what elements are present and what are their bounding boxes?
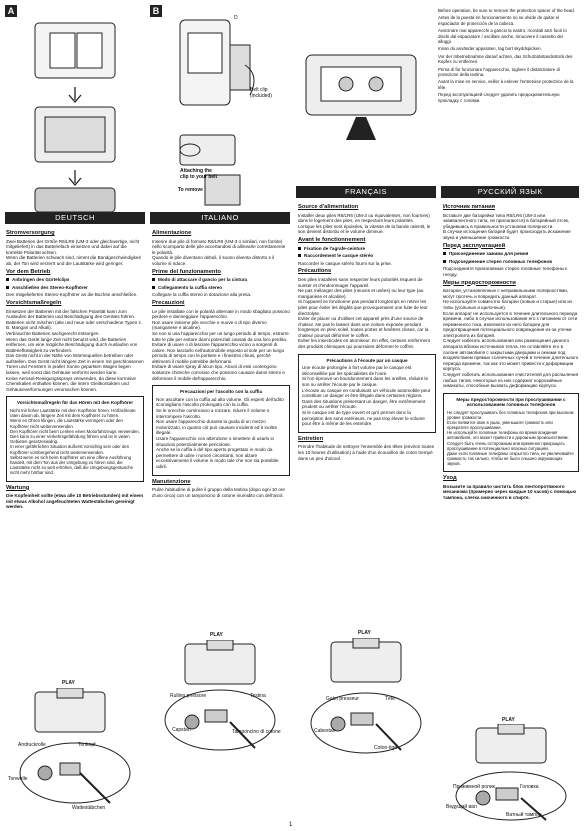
francais-label-cabestan: Cabestan (314, 728, 336, 734)
panel-a-letter: A (5, 5, 17, 17)
attaching-label: Attaching the clip to your belt (180, 168, 218, 180)
deutsch-label-tonkopf: Tonkopf (78, 742, 96, 748)
heading-precauzioni: Precauzioni (152, 299, 185, 306)
belt-clip-illustration (150, 5, 290, 215)
francais-head-cleaning-illustration (296, 638, 436, 768)
italiano-play-label: PLAY (210, 632, 223, 638)
heading-vor-dem-betrieb: Vor dem Betrieb (6, 268, 51, 275)
avant-step-1: Fixation de l'agrafe-ceinture (298, 246, 436, 252)
deutsch-label-watte: Wattestäbchen (72, 805, 106, 811)
note-fr: Avant la mise en service, veiller à enlever l'entretoise protectrice de la tête. (438, 79, 574, 90)
panel-b-label-d: D (234, 15, 238, 21)
note-it: Prima di far funzionare l'apparecchio, togliere il distanziatore di protezione della testina. (438, 66, 560, 78)
avant-step-2: Raccordement le casque stéréo (298, 253, 436, 259)
note-en: Before operation, be sure to remove the protection spacer of the head. (438, 8, 575, 13)
box-title: Precauzioni per l'ascolto con la cuffia (179, 389, 262, 395)
deutsch-label-andruck: Andruckrolle (18, 742, 46, 748)
note-sv: Innan du använder apparaten, tag bort skyddspicken. (438, 46, 542, 52)
russian-header: РУССКИЙ ЯЗЫК (441, 186, 579, 198)
prime-text: Collegare la cuffia stereo in dotazione alla presa. (152, 292, 252, 298)
francais-column (298, 202, 436, 463)
heading-pered: Перед эксплуатацией (443, 242, 506, 249)
heading-ukhod: Уход (443, 475, 457, 482)
francais-label-tete: Tête (385, 696, 396, 702)
russian-label-golovka: Головка (520, 784, 539, 790)
prec-text: Le pile installate con le polarità alternate in modo sbagliato possono perdere e danneggiare l'apparecchio. Non usare insieme pile vecchie e nuove o di tipo diverso (manganese e alcaline). Se non si usa l'apparecchio per un lungo periodo di tempo, estrarre tutte le pile per evitare danni potenziali causati da una loro perdita. Evitare di usare o di lasciare l'apparecchio vicino a sorgenti di calore. Non lasciarlo nell'automobile esposto al sole per un lungo periodo di tempo con le portiere e i finestrini chiusi, perché altrimenti il mobile potrebbe deformarsi. Evitare di usare spray di alcun tipo. Alcuni di essi contengono sostanze chimiche corrosive che possono causare danni interni e deformare il mobile dell'apparecchio. (152, 308, 290, 381)
note-pt: Avvicinare mai apparecchi a gancio la nastro, ricordati anzi fuori lo dischi dal espaciatore / oscillare anche, rimuovere il cassetto dei alloggi. (438, 28, 567, 45)
italiano-label-rullino: Rullino pressore (170, 693, 207, 699)
ist-text: Вставьте две батарейки типа R6/LR6 (UM-3 или эквивалентного типа, не прилагаются) в батарейный отсек, убедившись в правильности установки полярности. В случае истощения батарей будет происходить искажение звука и уменьшение громкости. (443, 212, 571, 240)
pered-step-2: Подсоединение стерео головных телефонов (443, 259, 579, 265)
heading-manutenzione: Manutenzione (152, 478, 191, 485)
deutsch-column (6, 228, 144, 512)
note-ru: Перед эксплуатацией следует удалить предохранительную прокладку с головки. (438, 92, 560, 103)
head-spacer-illustration (296, 5, 432, 165)
panel-c (296, 5, 432, 165)
heading-stromversorgung: Stromversorgung (6, 230, 55, 236)
spacer-notes (438, 8, 578, 105)
italiano-column (152, 228, 290, 500)
heading-avant: Avant le fonctionnement (298, 236, 366, 243)
panel-a (5, 5, 145, 215)
headphone-caution-box (6, 396, 144, 481)
russian-label-tampon: Ватный тампон (506, 812, 542, 818)
heading-prime: Prime del funzionamento (152, 268, 221, 275)
battery-insert-illustration (5, 5, 145, 215)
italiano-header: ITALIANO (150, 212, 290, 224)
italiano-label-testina: Testina (250, 693, 266, 699)
box-text: Une écoute prolongée à fort volume par le casque est déconseillée par les spécialistes de l'ouïe. Si l'on éprouve un bourdonnement dans les oreilles, réduire le son ou arrêter l'écoute par le casque. L'écoute au casque en conduisant un véhicule automobile peut constituer un danger et être illégale dans certaines régions. Dans des situations présentant un danger, être extrêmement prudent ou arrêter l'écoute. Si le casque est de type ouvert et qu'il permet donc la perception des sons extérieurs, ne pas trop élever le volume pour être à même de les entendre. (302, 365, 431, 427)
deutsch-play-label: PLAY (62, 680, 75, 686)
headphone-caution-box (443, 393, 579, 472)
box-text: Non ascoltare con la cuffia ad alto volume. Gli esperti dell'udito sconsigliano l'ascolto prolungato con la cuffia. Se le orecchie cominciano a ronzare, ridurre il volume o interrompere l'ascolto. Non usare l'apparecchio durante la guida di un mezzo motorizzato, in quanto ciò può causare incidenti ed è inoltre illegale. Usare l'apparecchio con attenzione o smettere di usarlo in situazioni potenzialmente pericolose. Anche se la cuffia è del tipo aperto progettato in modo da permettere di udire i rumori circostanti, non alzare eccessivamente il volume in modo tale che non sia possibile udirli. (156, 396, 284, 469)
italiano-label-tampon: Tamponcino di cotone (232, 729, 281, 735)
box-text: Nicht mit hoher Lautstärke mit dem Kopfhörer hören. Hörfachleute raten davon ab, längere Zeit mit dem Kopfhörer zu hören. Wenn es Ohren klingen, die Lautstärke verringern oder den Kopfhörer nicht weiterverwenden. Den Kopfhörer nicht beim Lenken eines Motorfahrzeugs verwenden. Dies kann zu einer Verkehrsgefährdung führen und ist in vielen Gebieten gesetzeswidrig. In einer gefährlichen Situation äußerst vorsichtig sein oder den Kopfhörer vorübergehend nicht weiterverwenden. Selbst wenn es sich beim Kopfhörer um eine offene Ausführung handelt, mit dem Ton aus der Umgebung zu hören sind, die Lautstärke nicht so weit erhöhen, daß die Umgebungsgeräusche nicht mehr hörbar sind. (10, 408, 140, 476)
headphone-caution-box (298, 354, 436, 433)
francais-play-label: PLAY (358, 630, 371, 636)
page-number: 1 (289, 822, 293, 828)
russian-play-label: PLAY (502, 717, 515, 723)
source-text: Installer deux piles R6/LR6 (UM-3 ou équivalentes, non fournies) dans le logement des piles, en respectant leurs polarités. Lorsque les piles sont épuisées, la vitesse de la bande ralentit, le son devient distordu et le volume diminue. (298, 212, 431, 235)
betrieb-text: Den mitgelieferten Stereo-Kopfhörer an die Buchse anschließen. (6, 292, 138, 298)
heading-entretien: Entretien (298, 435, 324, 442)
deutsch-header: DEUTSCH (5, 212, 145, 224)
pered-step-1: Присоединение зажима для ремня (443, 251, 579, 257)
alim-text: Inserire due pile di formato R6/LR6 (UM-3 o similari, non fornite) nello scomparto delle pile accertandosi di allinearle correttamente le polarità. Quando le pile diventano deboli, il suono diventa distorto e il volume si riduce. (152, 238, 286, 266)
entr-text: Prendre l'habitude de nettoyer l'ensemble des têtes (environ toutes les 10 heures d'utilisation) à l'aide d'un écouvillon de coton trempé dans un peu d'alcool. (298, 444, 435, 461)
francais-label-galet: Galet presseur (326, 696, 359, 702)
panel-b (150, 5, 290, 215)
heading-precautions: Précautions (298, 268, 332, 275)
box-text: Не следует прослушивать без головных телефонов при высоком уровне громкости. Если появится звон в ушах, уменьшите громкость или прекратите прослушивание. Не используйте головные телефоны во время вождения автомобиля, это может привести к дорожным происшествиям. Следует быть очень осторожным или временно прекращать прослушивание в потенциально опасных ситуациях. Даже если головные телефоны открытого типа, не увеличивайте громкость так сильно, чтобы не было слышно окружающих звуков. (447, 410, 574, 466)
betrieb-step-1: Anbringen des Gürtelclips (6, 277, 144, 283)
wartung-text: Die Kopfeinheit sollte (etwa alle 10 Betriebsstunden) mit einem mit etwas Alkohol angefeuchteten Wattestäbchen gereinigt werden. (6, 493, 144, 510)
box-title: Vorsichtsmaßregeln für das Hören mit den Kopfhörer (16, 400, 134, 406)
to-remove-label: To remove (178, 187, 203, 193)
mery-text: Батареи, установленные с неправильными полярностями, могут протечь и повредить данный аппарат. Не используйте совместно батареи (новые и старые) или их типы (угольные и щелочные). Если аппарат не используется в течение длительного периода времени, либо в случае использования его с питанием от сети переменного тока, извлеките из него батареи для предотвращения потенциального повреждения из-за утечки электролита из батарей. Следует избегать использования или размещения данного аппарата вблизи источников тепла. Не оставляйте его в салоне автомобиля с закрытыми дверцами и окнами под воздействием прямых солнечных лучей в течение длительного периода времени, так как это может привести к деформации корпуса. Следует избегать использования очистителей для распыления любых типов. Некоторые из них содержат коррозийные химикаты, способные вызвать деформацию корпуса. (443, 288, 579, 389)
heading-mery: Меры предосторожности (443, 279, 516, 286)
note-es: Antes de la puesta en funcionamiento no se olvide de quitar el espaciador de protección de la cabeza. (438, 15, 560, 26)
avant-text: Raccorder le casque stéréo fourni sur la prise. (298, 260, 392, 266)
manu-text: Pulire l'abitudine di pulire il gruppo della testina (dopo ogni 10 ore d'uso circa) con un tamponcino di cotone inumidito con dell'alcol. (152, 487, 285, 498)
vorsicht-text: Einsetzen der Batterien mit der falschen Polarität kann zum Auslaufen der Batterien und Beschädigung des Gerätes führen. Batterien nicht mischen (alte und neue oder verschiedene Typen z. B. Mangan und Alkali). Verbrauchte Batterien sachgerecht entsorgen. Wenn das Gerät lange Zeit nicht benutzt wird, die Batterien entfernen, um eine mögliche Beschädigung durch Auslaufen von Batterieflüssigkeit zu verhindern. Das Gerät nicht in der Nähe von Wärmequellen betreiben oder aufstellen. Das Gerät nicht längere Zeit in einem mit geschlossenen Türen und Fenstern in praller Sonne geparkten Wagen liegen lassen, weil sonst das Gehäuse verformt werden kann. Keine Aerosol-Reinigungssprays verwenden, da diese korrosive Chemikalien enthalten können, die intern Gleitkontakten und Gehäuseverformungen verursachen können. (6, 308, 144, 392)
prime-step-1: Modo di attaccare il gancio per la cintura (152, 277, 290, 283)
box-title: Précautions à l'écoute par un casque (326, 357, 408, 363)
box-title: Меры предосторожности при прослушивании с использованием головных телефонов (456, 396, 566, 408)
francais-header: FRANÇAIS (296, 186, 436, 198)
russian-label-vedushchy: Ведущий вал (446, 804, 477, 810)
prec-text: Des piles installées sans respecter leurs polarités risquent de suinter et d'endommager l'appareil. Ne pas mélanger des piles (neuves et usées) ou leur type (au manganèse et alcaline). Si l'appareil ne fonctionne pas pendant longtemps en retirer les piles pour éviter les dégâts que provoqueraient une fuite de leur électrolyte. Eviter de placer ou d'utiliser cet appareil près d'une source de chaleur. Ne pas le laisser dans une voiture exposée pendant longtemps en plein soleil, toutes portes et fenêtres closes, car la chaleur pourrait déformer le coffret. Eviter les insecticides en atomiseur. En effet, certains renferment des produits chimiques qui pourraient déformer le coffret. (298, 276, 430, 350)
strom-text: Zwei Batterien der Größe R6/LR6 (UM-3 oder gleichwertige, nicht mitgeliefert) in das Batteriefach einsetzen und dabei auf die korrekte Polarität achten. Wenn die Batterien schwach sind, nimmt die Bandgeschwindigkeit ab, der Ton wird verzerrt und die Lautstärke wird geringer. (6, 238, 141, 266)
heading-istochnik: Источник питания (443, 204, 496, 210)
italiano-label-capstan: Capstan (172, 727, 191, 733)
heading-wartung: Wartung (6, 484, 30, 491)
russian-label-prizh: Прижимной ролик (453, 784, 495, 790)
prime-step-2: Collegamento la cuffia stereo (152, 285, 290, 291)
heading-alimentazione: Alimentazione (152, 230, 192, 236)
ukhod-text: Возьмите за правило чистить блок лентопротяжного механизма (примерно через каждые 10 часов) с помощью тампона, слегка смоченного в спирте. (443, 483, 577, 500)
pered-text: Подсоедините прилагаемые стерео головные телефоны к гнезду. (443, 266, 568, 277)
note-de: Vor der Inbetriebnahme darauf achten, das Schutzabstandsstück des Kopfes zu entfernen. (438, 53, 573, 65)
deutsch-label-tonwelle: Tonwelle (8, 776, 28, 782)
heading-vorsicht: Vorsichtsmaßregeln (6, 299, 62, 306)
heading-source: Source d'alimentation (298, 204, 359, 210)
italiano-head-cleaning-illustration (150, 640, 290, 760)
belt-clip-label: Belt clip (included) (250, 87, 272, 99)
headphone-caution-box (152, 385, 290, 475)
betrieb-step-2: Anschließen des Stereo-Kopfhörer (6, 285, 144, 291)
panel-b-letter: B (150, 5, 162, 17)
francais-label-coton: Coton-tige (374, 745, 398, 751)
russian-column (443, 202, 579, 502)
